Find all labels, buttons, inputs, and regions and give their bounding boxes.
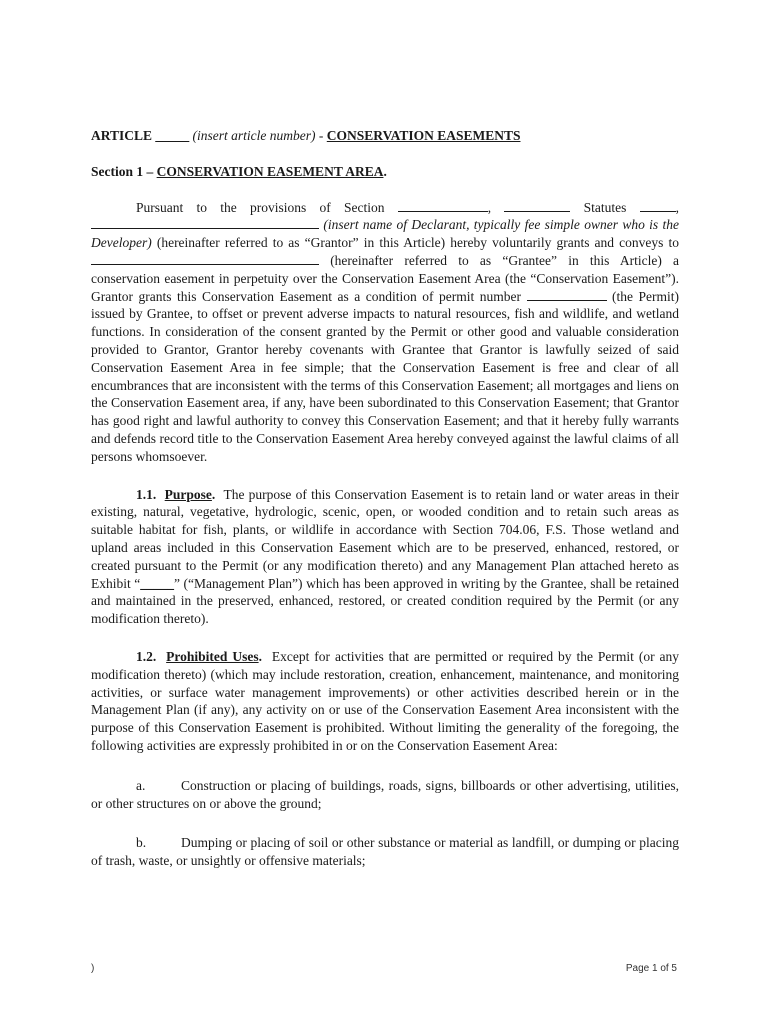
list-item: [91, 834, 679, 870]
declarant-name-blank: [91, 216, 319, 229]
article-number-hint: (insert article number): [192, 128, 316, 143]
footer-left-text: ): [91, 963, 95, 974]
grant-text-3: (hereinafter referred to as “Grantee” in this Article) a conservation easement in perpetuity over the Conservation Easement Area (the “Conservation Easement”). Grantor grants this Conservation Easement as a condition of permit number: [91, 252, 680, 304]
prohibited-title: Prohibited Uses: [166, 648, 259, 664]
section-period: .: [383, 163, 387, 179]
list-item-label: b.: [136, 835, 147, 851]
list-item-text: Dumping or placing of soil or other substance or material as landfill, or dumping or placing of trash, waste, or unsightly or offensive materials;: [91, 835, 679, 869]
article-title: CONSERVATION EASEMENTS: [326, 128, 521, 143]
purpose-text-2: ” (“Management Plan”) which has been approved in writing by the Grantee, shall be retained and maintained in the preserved, enhanced, restored, or created condition required by the Permit (or any modification thereto).: [91, 575, 679, 627]
permit-number-blank: [527, 288, 607, 301]
purpose-paragraph: [91, 486, 679, 628]
grant-text-2: (hereinafter referred to as “Grantor” in this Article) hereby voluntarily grants and conveys to: [156, 235, 679, 251]
purpose-number: 1.1.: [136, 486, 157, 502]
statutes-label: Statutes: [583, 199, 627, 215]
exhibit-blank: _____: [140, 575, 175, 591]
prohibited-uses-paragraph: [91, 648, 679, 755]
prohibited-text: Except for activities that are permitted or required by the Permit (or any modification thereto) (which may include restoration, creation, enhancement, maintenance, and monitoring activities, or surface water management improvements) or other activities described herein or in the Management Plan (if any), any activity on or use of the Conservation Easement Area inconsistent with the purpose of this Conservation Easement is prohibited. Without limiting the generality of the foregoing, the following activities are expressly prohibited in or on the Conservation Easement Area:: [91, 648, 680, 753]
list-item-label: a.: [136, 777, 146, 793]
section-title: CONSERVATION EASEMENT AREA: [156, 163, 384, 179]
article-prefix: ARTICLE: [91, 128, 153, 143]
page-number: Page 1 of 5: [625, 963, 677, 974]
purpose-text-1: The purpose of this Conservation Easement is to retain land or water areas in their existing, natural, vegetative, hydrologic, scenic, open, or wooded condition and to retain such areas as suitable habitat for fish, plants, or wildlife in accordance with Section 704.06, F.S. Those wetland and upland areas included in this Conservation Easement which are to be preserved, enhanced, restored, or created pursuant to the Permit (or any modification thereto) and any Management Plan attached hereto as Exhibit “: [91, 486, 679, 591]
purpose-period: .: [211, 486, 216, 502]
list-item: [91, 777, 679, 813]
article-number-blank: _____: [155, 128, 190, 143]
section-number-blank: [398, 199, 488, 212]
grant-paragraph: [91, 199, 679, 466]
statutes-blank: [504, 199, 570, 212]
grant-comma: ,: [487, 199, 492, 215]
section-heading: [91, 163, 679, 181]
list-item-text: Construction or placing of buildings, roads, signs, billboards or other advertising, utilities, or other structures on or above the ground;: [91, 777, 679, 811]
document-body: [91, 127, 679, 887]
declarant-hint: (insert name of Declarant, typically fee simple owner who is the Developer): [91, 217, 679, 251]
article-dash: -: [318, 128, 324, 143]
article-heading: [91, 127, 679, 145]
prohibited-number: 1.2.: [136, 648, 157, 664]
section-prefix: Section 1 –: [91, 163, 154, 179]
prohibited-period: .: [258, 648, 262, 664]
statutes-year-blank: [640, 199, 676, 212]
purpose-title: Purpose: [164, 486, 212, 502]
grant-text-4: (the Permit) issued by Grantee, to offset or prevent adverse impacts to natural resources, fish and wildlife, and wetland functions. In consideration of the consent granted by the Permit or other good and valuable consideration provided to Grantor, Grantor hereby covenants with Grantee that Grantor is lawfully seized of said Conservation Easement Area in fee simple; that the Conservation Easement is free and clear of all encumbrances that are inconsistent with the terms of this Conservation Easement; all mortgages and liens on the Conservation Easement area, if any, have been subordinated to this Conservation Easement; that Grantor has good right and lawful authority to convey this Conservation Easement; and that it hereby fully warrants and defends record title to the Conservation Easement Area hereby conveyed against the lawful claims of all persons whomsoever.: [91, 288, 680, 464]
grantee-name-blank: [91, 252, 319, 265]
grant-comma-2: ,: [675, 199, 679, 215]
grant-text-1: Pursuant to the provisions of Section: [136, 199, 385, 215]
